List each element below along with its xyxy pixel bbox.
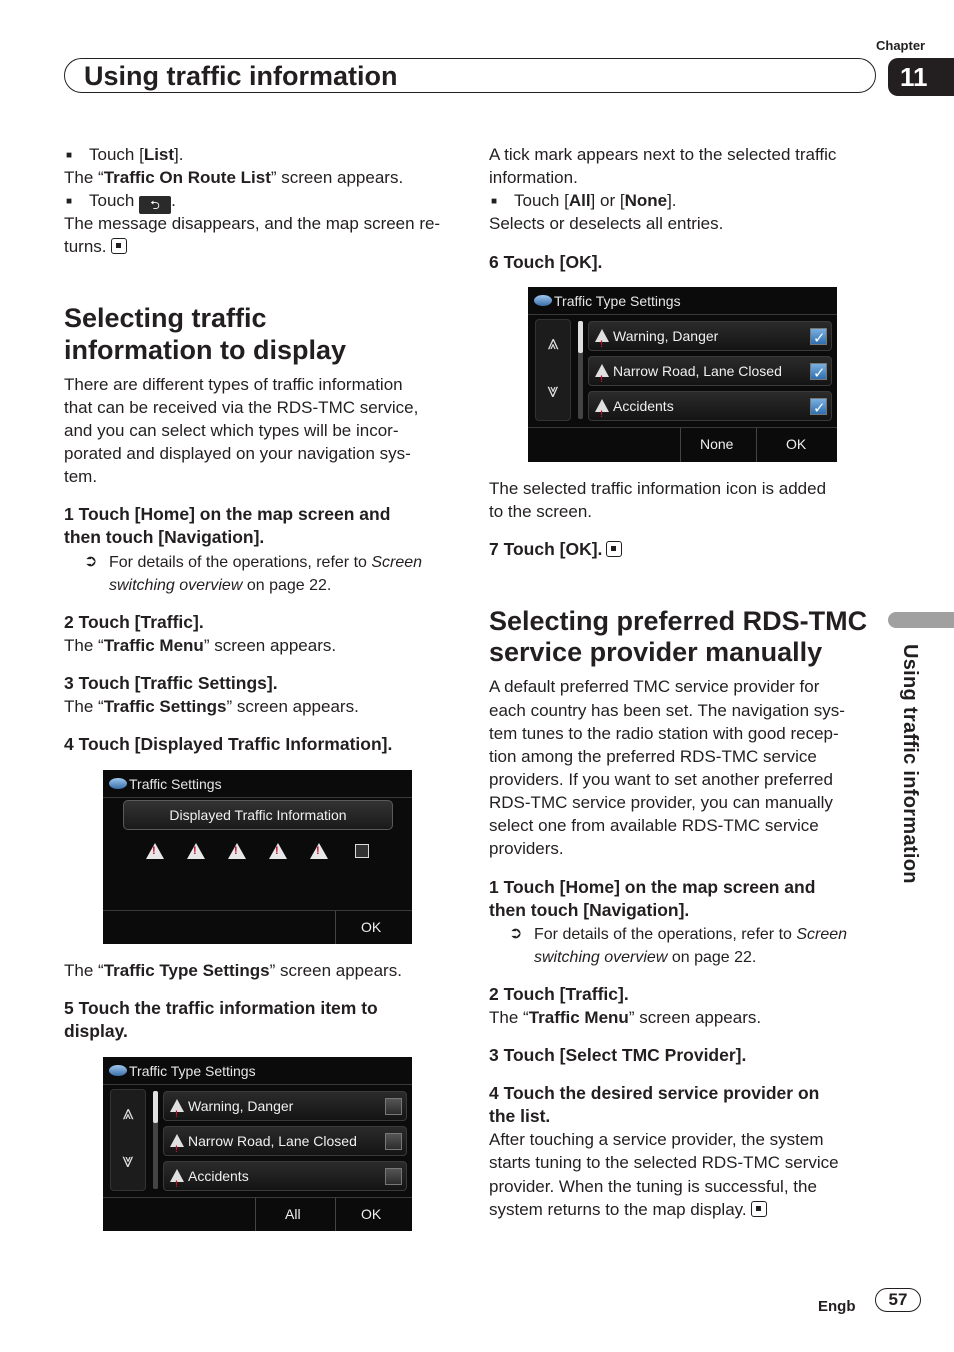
scrollbar-thumb[interactable] xyxy=(153,1091,158,1123)
paragraph: provider. When the tuning is successful, the xyxy=(489,1177,817,1196)
step-heading: 5 Touch the traffic information item to xyxy=(64,998,378,1018)
divider xyxy=(528,314,837,315)
ok-button[interactable]: OK xyxy=(361,919,382,935)
chapter-label: Chapter xyxy=(876,38,926,53)
checkbox[interactable] xyxy=(385,1133,402,1150)
step-heading: 3 Touch [Select TMC Provider]. xyxy=(489,1045,747,1065)
step-heading: 1 Touch [Home] on the map screen and xyxy=(489,877,816,897)
divider xyxy=(103,797,412,798)
checkbox[interactable] xyxy=(385,1098,402,1115)
divider xyxy=(528,427,837,428)
ok-button[interactable]: OK xyxy=(361,1206,382,1222)
divider xyxy=(103,1084,412,1085)
bullet-touch-list: Touch [List]. xyxy=(89,145,184,164)
end-mark-icon xyxy=(606,541,622,557)
paragraph: starts tuning to the selected RDS-TMC service xyxy=(489,1153,839,1172)
note: For details of the operations, refer to Screen xyxy=(109,554,423,571)
intro-line: tem. xyxy=(64,467,98,486)
scroll-up-icon[interactable]: ⩓ xyxy=(547,332,559,354)
screenshot-traffic-type-settings-unchecked xyxy=(103,1057,412,1231)
footer-language: Engb xyxy=(818,1298,856,1315)
section-heading: Selecting preferred RDS-TMC xyxy=(489,606,868,636)
arrow-icon: ➲ xyxy=(84,553,98,570)
bullet-touch-back: Touch ⮌ . xyxy=(89,191,176,212)
step-heading: 4 Touch [Displayed Traffic Information]. xyxy=(64,734,393,754)
scroll-buttons xyxy=(110,1089,146,1191)
warning-icon xyxy=(228,843,246,859)
arrow-icon: ➲ xyxy=(509,925,523,942)
all-button[interactable]: All xyxy=(285,1206,301,1222)
note: switching overview on page 22. xyxy=(109,577,332,594)
checkbox-checked[interactable] xyxy=(810,398,827,415)
scroll-up-icon[interactable]: ⩓ xyxy=(122,1102,134,1124)
list-item[interactable]: !Warning, Danger ✓ xyxy=(588,321,832,351)
warning-icon xyxy=(170,1134,184,1147)
section-heading: information to display xyxy=(64,335,347,365)
displayed-traffic-information-button[interactable]: Displayed Traffic Information xyxy=(123,800,393,830)
section-heading: service provider manually xyxy=(489,637,823,667)
divider xyxy=(756,428,757,462)
divider xyxy=(255,1198,256,1231)
warning-icon xyxy=(170,1169,184,1182)
screenshot-traffic-settings xyxy=(103,770,412,944)
intro-line: each country has been set. The navigation sys- xyxy=(489,701,845,720)
paragraph: The “Traffic Menu” screen appears. xyxy=(64,636,337,655)
app-logo-icon xyxy=(109,778,127,789)
divider xyxy=(335,911,336,944)
step-heading: the list. xyxy=(489,1106,551,1126)
list-item[interactable]: !Warning, Danger xyxy=(163,1091,407,1121)
paragraph: turns. xyxy=(64,235,127,258)
scroll-down-icon[interactable]: ⩔ xyxy=(122,1150,134,1172)
tmc-icon xyxy=(355,844,369,858)
side-title: Using traffic information xyxy=(899,644,921,884)
checkbox-checked[interactable] xyxy=(810,328,827,345)
checkbox[interactable] xyxy=(385,1168,402,1185)
page-number: 57 xyxy=(875,1288,921,1312)
warning-icon xyxy=(310,843,328,859)
checkbox-checked[interactable] xyxy=(810,363,827,380)
end-mark-icon xyxy=(751,1201,767,1217)
list-item[interactable]: !Accidents ✓ xyxy=(588,391,832,421)
step-heading: then touch [Navigation]. xyxy=(64,527,265,547)
paragraph: to the screen. xyxy=(489,502,593,521)
divider xyxy=(680,428,681,462)
intro-line: tem tunes to the radio station with good recep- xyxy=(489,724,839,743)
side-tab xyxy=(888,612,954,628)
paragraph: The selected traffic information icon is added xyxy=(489,479,827,498)
intro-line: that can be received via the RDS-TMC service, xyxy=(64,398,419,417)
intro-line: RDS-TMC service provider, you can manually xyxy=(489,793,833,812)
intro-line: providers. xyxy=(489,839,564,858)
list-item[interactable]: !Narrow Road, Lane Closed xyxy=(163,1126,407,1156)
paragraph: The message disappears, and the map screen re- xyxy=(64,214,441,233)
intro-line: porated and displayed on your navigation sys- xyxy=(64,444,411,463)
paragraph: system returns to the map display. xyxy=(489,1198,767,1221)
screen-title: Traffic Type Settings xyxy=(129,1063,256,1079)
intro-line: tion among the preferred RDS-TMC service xyxy=(489,747,817,766)
divider xyxy=(103,910,412,911)
intro-line: A default preferred TMC service provider for xyxy=(489,677,820,696)
note: For details of the operations, refer to Screen xyxy=(534,926,848,943)
paragraph: A tick mark appears next to the selected traffic xyxy=(489,145,837,164)
note: switching overview on page 22. xyxy=(534,949,757,966)
paragraph: The “Traffic Settings” screen appears. xyxy=(64,697,359,716)
chapter-number: 11 xyxy=(888,58,954,96)
paragraph: The “Traffic Menu” screen appears. xyxy=(489,1008,762,1027)
step-heading: 2 Touch [Traffic]. xyxy=(489,984,629,1004)
bullet-icon: ■ xyxy=(66,196,73,207)
back-icon: ⮌ xyxy=(139,196,171,214)
ok-button[interactable]: OK xyxy=(786,436,807,452)
divider xyxy=(335,1198,336,1231)
paragraph: The “Traffic On Route List” screen appears. xyxy=(64,168,404,187)
intro-line: There are different types of traffic information xyxy=(64,375,403,394)
step-heading: then touch [Navigation]. xyxy=(489,900,690,920)
warning-icon xyxy=(269,843,287,859)
app-logo-icon xyxy=(109,1065,127,1076)
warning-icon xyxy=(170,1099,184,1112)
none-button[interactable]: None xyxy=(700,436,734,452)
step-heading: 7 Touch [OK]. xyxy=(489,538,622,561)
step-heading: 1 Touch [Home] on the map screen and xyxy=(64,504,391,524)
bullet-all-none: Touch [All] or [None]. xyxy=(514,191,677,210)
warning-icon xyxy=(595,329,609,342)
step-heading: 6 Touch [OK]. xyxy=(489,252,603,272)
intro-line: providers. If you want to set another preferred xyxy=(489,770,833,789)
bullet-icon: ■ xyxy=(66,150,73,161)
end-mark-icon xyxy=(111,238,127,254)
warning-icon xyxy=(595,364,609,377)
screen-title: Traffic Settings xyxy=(129,776,222,792)
step-heading: 4 Touch the desired service provider on xyxy=(489,1083,820,1103)
scroll-down-icon[interactable]: ⩔ xyxy=(547,380,559,402)
intro-line: and you can select which types will be incor- xyxy=(64,421,399,440)
warning-icon xyxy=(146,843,164,859)
paragraph: The “Traffic Type Settings” screen appears. xyxy=(64,961,402,980)
step-heading: 3 Touch [Traffic Settings]. xyxy=(64,673,278,693)
scrollbar-thumb[interactable] xyxy=(578,321,583,353)
bullet-icon: ■ xyxy=(491,196,498,207)
divider xyxy=(103,1197,412,1198)
paragraph: information. xyxy=(489,168,578,187)
step-heading: display. xyxy=(64,1021,128,1041)
paragraph: After touching a service provider, the system xyxy=(489,1130,824,1149)
list-item[interactable]: !Accidents xyxy=(163,1161,407,1191)
section-heading: Selecting traffic xyxy=(64,303,267,333)
screen-title: Traffic Type Settings xyxy=(554,293,681,309)
warning-icon xyxy=(595,399,609,412)
paragraph: Selects or deselects all entries. xyxy=(489,214,724,233)
warning-icon xyxy=(187,843,205,859)
intro-line: select one from available RDS-TMC service xyxy=(489,816,819,835)
page-title: Using traffic information xyxy=(84,61,398,91)
screenshot-traffic-type-settings-checked xyxy=(528,287,837,462)
app-logo-icon xyxy=(534,295,552,306)
list-item[interactable]: !Narrow Road, Lane Closed ✓ xyxy=(588,356,832,386)
step-heading: 2 Touch [Traffic]. xyxy=(64,612,204,632)
scroll-buttons xyxy=(535,319,571,421)
